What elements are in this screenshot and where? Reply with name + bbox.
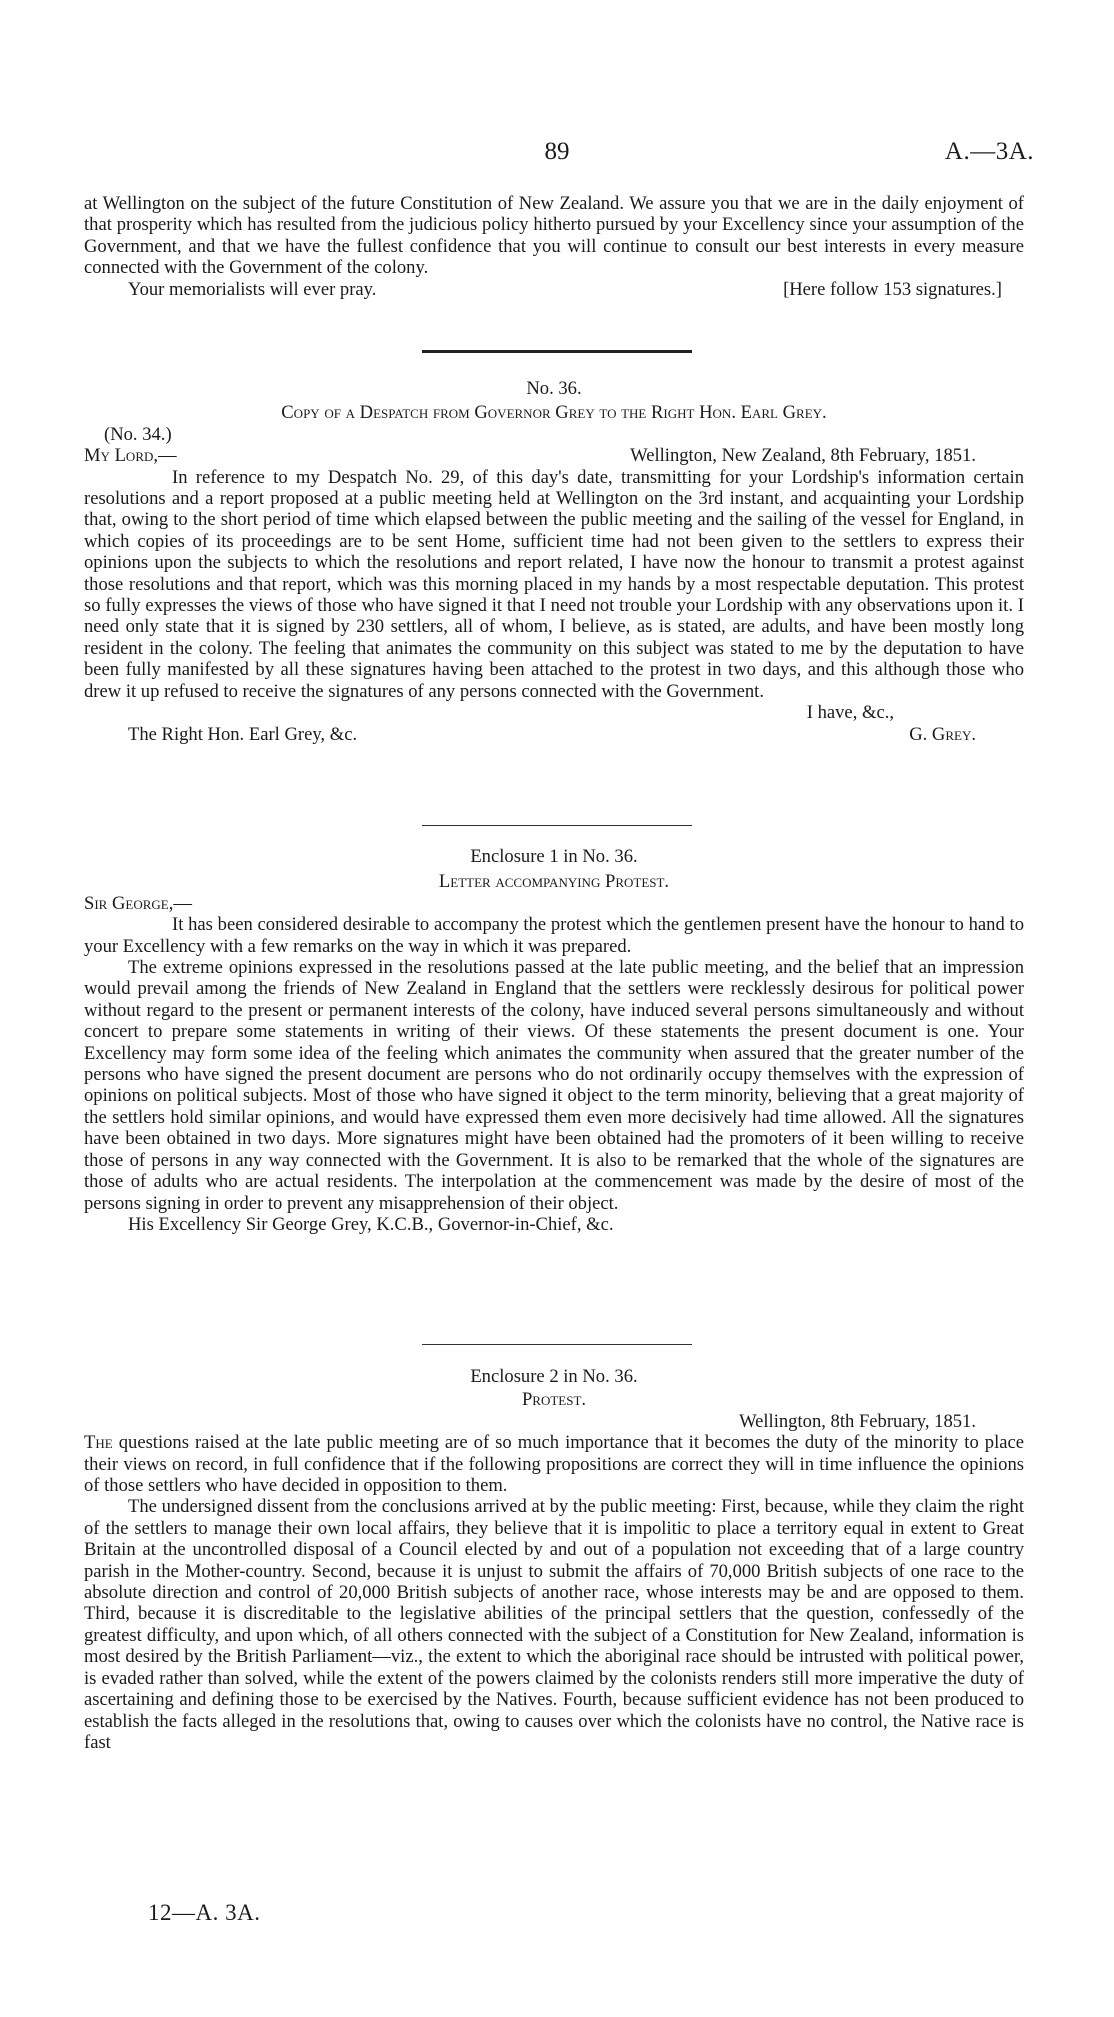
despatch-salutation: My Lord,— bbox=[84, 445, 177, 467]
enclosure-2 bbox=[84, 1366, 1024, 1753]
despatch-body: In reference to my Despatch No. 29, of this day's date, transmitting for your Lordship's information certain resolutions and a report proposed at a public meeting held at Wellington on the 3rd instant, and acquainting your Lordship that, owing to the short period of time which elapsed between the public meeting and the sailing of the vessel for England, in which copies of its proceedings are to be sent Home, sufficient time had not been given to the settlers to express their opinions upon the subjects to which the resolutions and report related, I have now the honour to transmit a protest against those resolutions and that report, which was this morning placed in my hands by a most respectable deputation. This protest so fully expresses the views of those who have signed it that I need not trouble your Lordship with any observations upon it. I need only state that it is signed by 230 settlers, all of whom, I believe, as is stated, are adults, and have been mostly long resident in the colony. The feeling that animates the community on this subject was stated to me by the deputation to have been fully manifested by all these signatures having been attached to the protest in two days, and this although those who drew it up refused to receive the signatures of any persons connected with the Government. bbox=[84, 466, 1024, 702]
protest-lead-word: The bbox=[84, 1432, 113, 1454]
despatch-signature: G. Grey. bbox=[909, 723, 976, 745]
despatch-closing: I have, &c., bbox=[806, 702, 894, 724]
signatures-note: [Here follow 153 signatures.] bbox=[783, 278, 1002, 300]
despatch-place-date: Wellington, New Zealand, 8th February, 1851. bbox=[630, 445, 976, 467]
enclosure-1 bbox=[84, 846, 1024, 1235]
despatch-number: No. 36. bbox=[526, 378, 582, 399]
pray-line: Your memorialists will ever pray. bbox=[128, 278, 377, 300]
protest-paragraph-2: The undersigned dissent from the conclusions arrived at by the public meeting: First, because, while they claim the right of the settlers to manage their own local affairs, they believe that it is impolitic to place a territory equal in extent to Great Britain at the uncontrolled disposal of a Council elected by and out of a population not exceeding that of a large country parish in the Mother-country. Second, because it is unjust to submit the affairs of 70,000 British subjects of one race to the absolute direction and control of 20,000 British subjects of another race, whose interests may be and are opposed to them. Third, because it is discreditable to the legislative abilities of the principal settlers that the question, confessedly of the greatest difficulty, and upon which, of all others connected with the subject of a Constitution for New Zealand, information is most desired by the British Parliament—viz., the extent to which the aboriginal race should be intrusted with political power, is evaded rather than solved, while the extent of the powers claimed by the colonists renders still more imperative the duty of ascertaining and defining those to be exercised by the Natives. Fourth, because sufficient evidence has not been produced to establish the facts alleged in the resolutions that, owing to causes over which the colonists have no control, the Native race is fast bbox=[84, 1496, 1024, 1753]
enclosure-1-heading: Enclosure 1 in No. 36. bbox=[470, 846, 638, 867]
despatch-section bbox=[84, 378, 1024, 745]
despatch-title: Copy of a Despatch from Governor Grey to the Right Hon. Earl Grey. bbox=[281, 402, 827, 424]
enclosure-2-title: Protest. bbox=[521, 1389, 587, 1411]
enclosure-1-paragraph-2: The extreme opinions expressed in the resolutions passed at the late public meeting, and the belief that an impression would prevail among the friends of New Zealand in England that the settlers were recklessly desirous for political power without regard to the present or permanent interests of the colony, have induced several persons simultaneously and without concert to prepare some statements in writing of their views. Of these statements the present document is one. Your Excellency may form some idea of the feeling which animates the community when assured that the greater number of the persons who have signed the present document are persons who do not ordinarily occupy themselves with the expression of opinions on political subjects. Most of those who have signed it object to the term minority, believing that a great majority of the settlers hold similar opinions, and would have expressed them even more decisively had time allowed. All the signatures have been obtained in two days. More signatures might have been obtained had the promoters of it been willing to receive those of persons in any way connected with the Government. It is also to be remarked that the whole of the signatures are those of adults who are actual residents. The interpolation at the commencement was made by the desire of most of the persons signing in order to prevent any misapprehension of their object. bbox=[84, 957, 1024, 1214]
protest-paragraph-1 bbox=[84, 1432, 1024, 1496]
memorial-conclusion bbox=[84, 193, 1024, 300]
enclosure-1-addressee: His Excellency Sir George Grey, K.C.B., Governor-in-Chief, &c. bbox=[128, 1213, 614, 1235]
section-divider-thick bbox=[422, 350, 692, 353]
section-divider bbox=[422, 825, 692, 826]
despatch-sub-number: (No. 34.) bbox=[104, 423, 172, 445]
page-number: 89 bbox=[544, 138, 570, 165]
enclosure-2-heading: Enclosure 2 in No. 36. bbox=[470, 1366, 638, 1387]
enclosure-1-title: Letter accompanying Protest. bbox=[438, 871, 670, 893]
section-divider bbox=[422, 1344, 692, 1345]
protest-paragraph-1-text: questions raised at the late public meeting are of so much importance that it becomes the duty of the minority to place their views on record, in full confidence that if the following propositions are correct they will in time influence the opinions of those settlers who have decided in opposition to them. bbox=[84, 1432, 1024, 1497]
document-reference: A.—3A. bbox=[944, 138, 1034, 165]
memorial-paragraph: at Wellington on the subject of the future Constitution of New Zealand. We assure you that we are in the daily enjoyment of that prosperity which has resulted from the judicious policy hitherto pursued by your Excellency since your assumption of the Government, and that we have the fullest confidence that you will continue to consult our best interests in every measure connected with the Government of the colony. bbox=[84, 193, 1024, 279]
enclosure-1-paragraph-1: It has been considered desirable to accompany the protest which the gentlemen present have the honour to hand to your Excellency with a few remarks on the way in which it was prepared. bbox=[84, 914, 1024, 957]
enclosure-1-salutation: Sir George,— bbox=[84, 892, 192, 914]
enclosure-2-place-date: Wellington, 8th February, 1851. bbox=[739, 1410, 976, 1432]
footer-signature-mark: 12—A. 3A. bbox=[148, 1900, 261, 1925]
despatch-addressee: The Right Hon. Earl Grey, &c. bbox=[128, 723, 358, 745]
